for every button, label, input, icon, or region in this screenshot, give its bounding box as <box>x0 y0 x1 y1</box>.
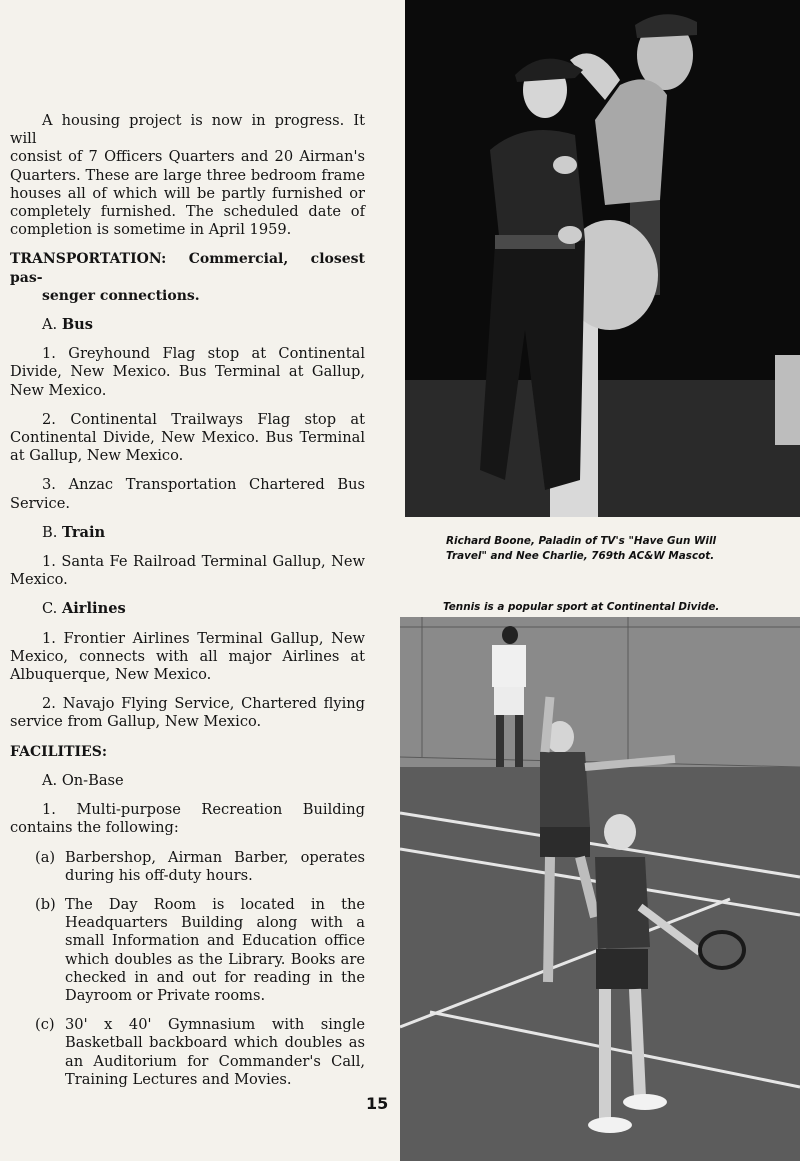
housing-line-2: consist of 7 Officers Quarters and 20 Airman's <box>10 148 365 166</box>
airlines-item-1: 1. Frontier Airlines Terminal Gallup, New Mexico, connects with all major Airlines at Albuquerque, New Mexico. <box>10 629 365 684</box>
facility-subitem-a <box>10 849 365 885</box>
housing-line-1: A housing project is now in progress. It will <box>10 112 365 148</box>
transportation-sub-2: senger connections. <box>42 287 200 304</box>
airlines-item-2: 2. Navajo Flying Service, Chartered flying service from Gallup, New Mexico. <box>10 695 365 731</box>
subitem-b-label: (b) <box>35 895 56 913</box>
airlines-prefix: C. <box>42 600 58 618</box>
on-base-heading: A. On-Base <box>42 771 124 789</box>
train-heading <box>10 524 365 542</box>
housing-line-4: houses all of which will be partly furnished or <box>10 184 365 202</box>
transportation-sub-1: Commercial, closest pas- <box>10 251 365 286</box>
bus-item-2: 2. Continental Trailways Flag stop at Continental Divide, New Mexico. Bus Terminal at Gallup, New Mexico. <box>10 410 365 465</box>
facility-subitem-b <box>10 896 365 1005</box>
facilities-heading: FACILITIES: <box>10 743 107 760</box>
boone-caption-line-2: Travel" and Nee Charlie, 769th AC&W Mascot. <box>446 550 715 563</box>
airlines-label: Airlines <box>61 600 126 618</box>
subitem-a-text: Barbershop, Airman Barber, operates during his off-duty hours. <box>65 848 365 884</box>
train-label: Train <box>62 523 106 541</box>
transportation-label: TRANSPORTATION: <box>10 251 167 268</box>
housing-line-5: completely furnished. The scheduled date of <box>10 203 365 221</box>
bus-prefix: A. <box>42 316 58 334</box>
bus-item-1: 1. Greyhound Flag stop at Continental Divide, New Mexico. Bus Terminal at Gallup, New Mexico. <box>10 345 365 399</box>
boone-photo-caption <box>446 534 776 564</box>
tennis-photo-caption: Tennis is a popular sport at Continental Divide. <box>443 601 720 614</box>
housing-line-3: Quarters. These are large three bedroom frame <box>10 166 365 184</box>
facility-subitem-c <box>10 1016 365 1089</box>
bus-item-3: 3. Anzac Transportation Chartered Bus Service. <box>10 476 365 512</box>
tennis-illustration <box>400 617 800 1161</box>
subitem-c-text: 30' x 40' Gymnasium with single Basketball backboard which doubles as an Auditorium for Commander's Call, Training Lectures and Movies. <box>65 1016 365 1088</box>
boone-mascot-photo <box>405 0 800 517</box>
housing-line-6: completion is sometime in April 1959. <box>10 221 292 239</box>
facilities-item-1: 1. Multi-purpose Recreation Building contains the following: <box>10 801 365 837</box>
train-item-1: 1. Santa Fe Railroad Terminal Gallup, New Mexico. <box>10 553 365 589</box>
boone-caption-line-1: Richard Boone, Paladin of TV's "Have Gun Will <box>446 535 717 548</box>
subitem-a-label: (a) <box>35 848 56 866</box>
subitem-b-text: The Day Room is located in the Headquarters Building along with a small Information and Education office which doubles as the Library. Books are checked in and out for reading in the Dayroom or Private rooms. <box>65 895 365 1004</box>
bus-heading <box>10 316 365 334</box>
subitem-c-label: (c) <box>35 1016 55 1034</box>
tennis-photo <box>400 617 800 1161</box>
bus-label: Bus <box>61 316 93 334</box>
text-column <box>10 112 365 1089</box>
airlines-heading <box>10 600 365 618</box>
transportation-heading <box>10 250 365 286</box>
boone-mascot-illustration <box>405 0 800 517</box>
train-prefix: B. <box>42 523 58 541</box>
page-number: 15 <box>366 1094 389 1113</box>
